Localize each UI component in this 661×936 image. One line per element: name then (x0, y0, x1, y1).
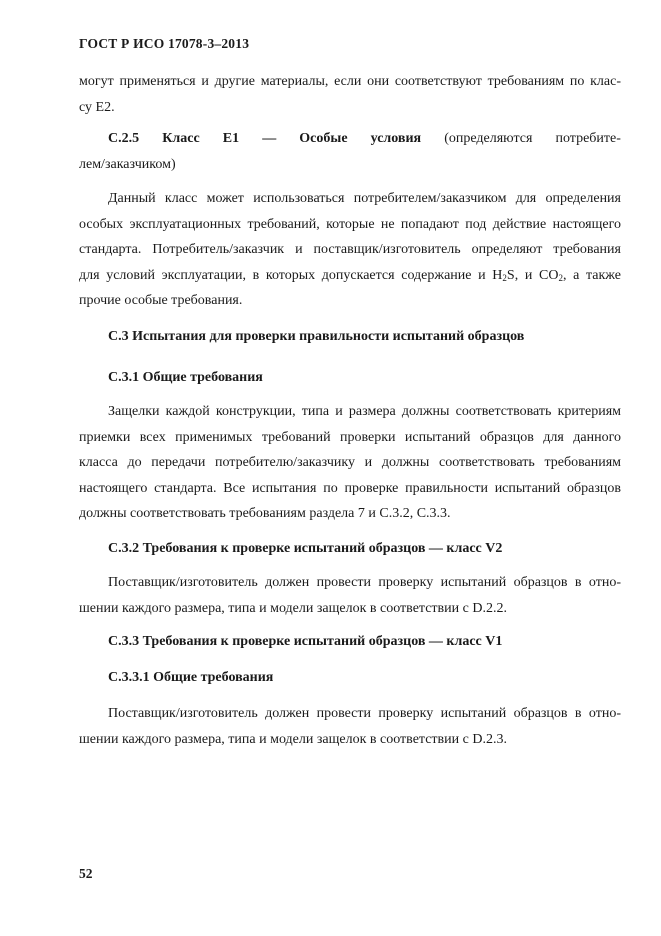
heading-line: лем/заказчиком) (79, 157, 176, 172)
heading-word: (определяются (444, 131, 533, 146)
text-line: особых эксплуатационных требований, которые не попадают под действие настоящего (79, 216, 621, 232)
text-line: класса до передачи потребителю/заказчику и должны соответствовать требованиям (79, 455, 621, 471)
text-line: должны соответствовать требованиям раздела 7 и C.3.2, C.3.3. (79, 506, 451, 522)
section-c331-paragraph (79, 701, 621, 752)
text-line: Данный класс может использоваться потребителем/заказчиком для определения (108, 191, 621, 206)
heading-word: Особые (299, 131, 348, 146)
section-c25-heading (79, 126, 621, 178)
standard-header: ГОСТ Р ИСО 17078-3–2013 (79, 36, 250, 51)
section-c3-heading: C.3 Испытания для проверки правильности испытаний образцов (108, 329, 525, 344)
intro-paragraph (79, 69, 621, 120)
section-c331-heading: C.3.3.1 Общие требования (108, 670, 274, 685)
section-c31-paragraph (79, 399, 621, 527)
page-number: 52 (79, 866, 93, 881)
section-c25-paragraph (79, 186, 621, 314)
heading-word: Класс (162, 131, 200, 146)
heading-word: E1 (222, 131, 240, 146)
text-line: шении каждого размера, типа и модели защелок в соответствии с D.2.2. (79, 600, 507, 616)
text-line: приемки всех применимых требований проверки испытаний образцов для данного (79, 429, 621, 445)
section-c32-heading: C.3.2 Требования к проверке испытаний образцов — класс V2 (108, 541, 503, 556)
text-line: су E2. (79, 99, 115, 115)
text-line: Поставщик/изготовитель должен провести проверку испытаний образцов в отно- (108, 575, 621, 590)
text-line: Защелки каждой конструкции, типа и размера должны соответствовать критериям (108, 404, 621, 419)
text-line: настоящего стандарта. Все испытания по проверке правильности испытаний образцов (79, 480, 621, 496)
section-c33-heading: C.3.3 Требования к проверке испытаний образцов — класс V1 (108, 634, 503, 649)
text-line: для условий эксплуатации, в которых допускается содержание и $H_2S$, и $CO_2$, а также (79, 267, 621, 283)
heading-word: условия (370, 131, 422, 146)
text-line: Поставщик/изготовитель должен провести проверку испытаний образцов в отно- (108, 706, 621, 721)
heading-word: потребите- (555, 131, 621, 146)
section-c32-paragraph (79, 570, 621, 621)
text-line: могут применяться и другие материалы, если они соответствуют требованиям по клас- (79, 74, 621, 89)
section-number: C.2.5 (108, 131, 140, 146)
text-line: прочие особые требования. (79, 293, 243, 309)
text-line: шении каждого размера, типа и модели защелок в соответствии с D.2.3. (79, 731, 507, 747)
heading-word: — (262, 131, 277, 146)
text-line: стандарта. Потребитель/заказчик и поставщик/изготовитель определяют требования (79, 242, 621, 258)
section-c31-heading: C.3.1 Общие требования (108, 370, 263, 385)
